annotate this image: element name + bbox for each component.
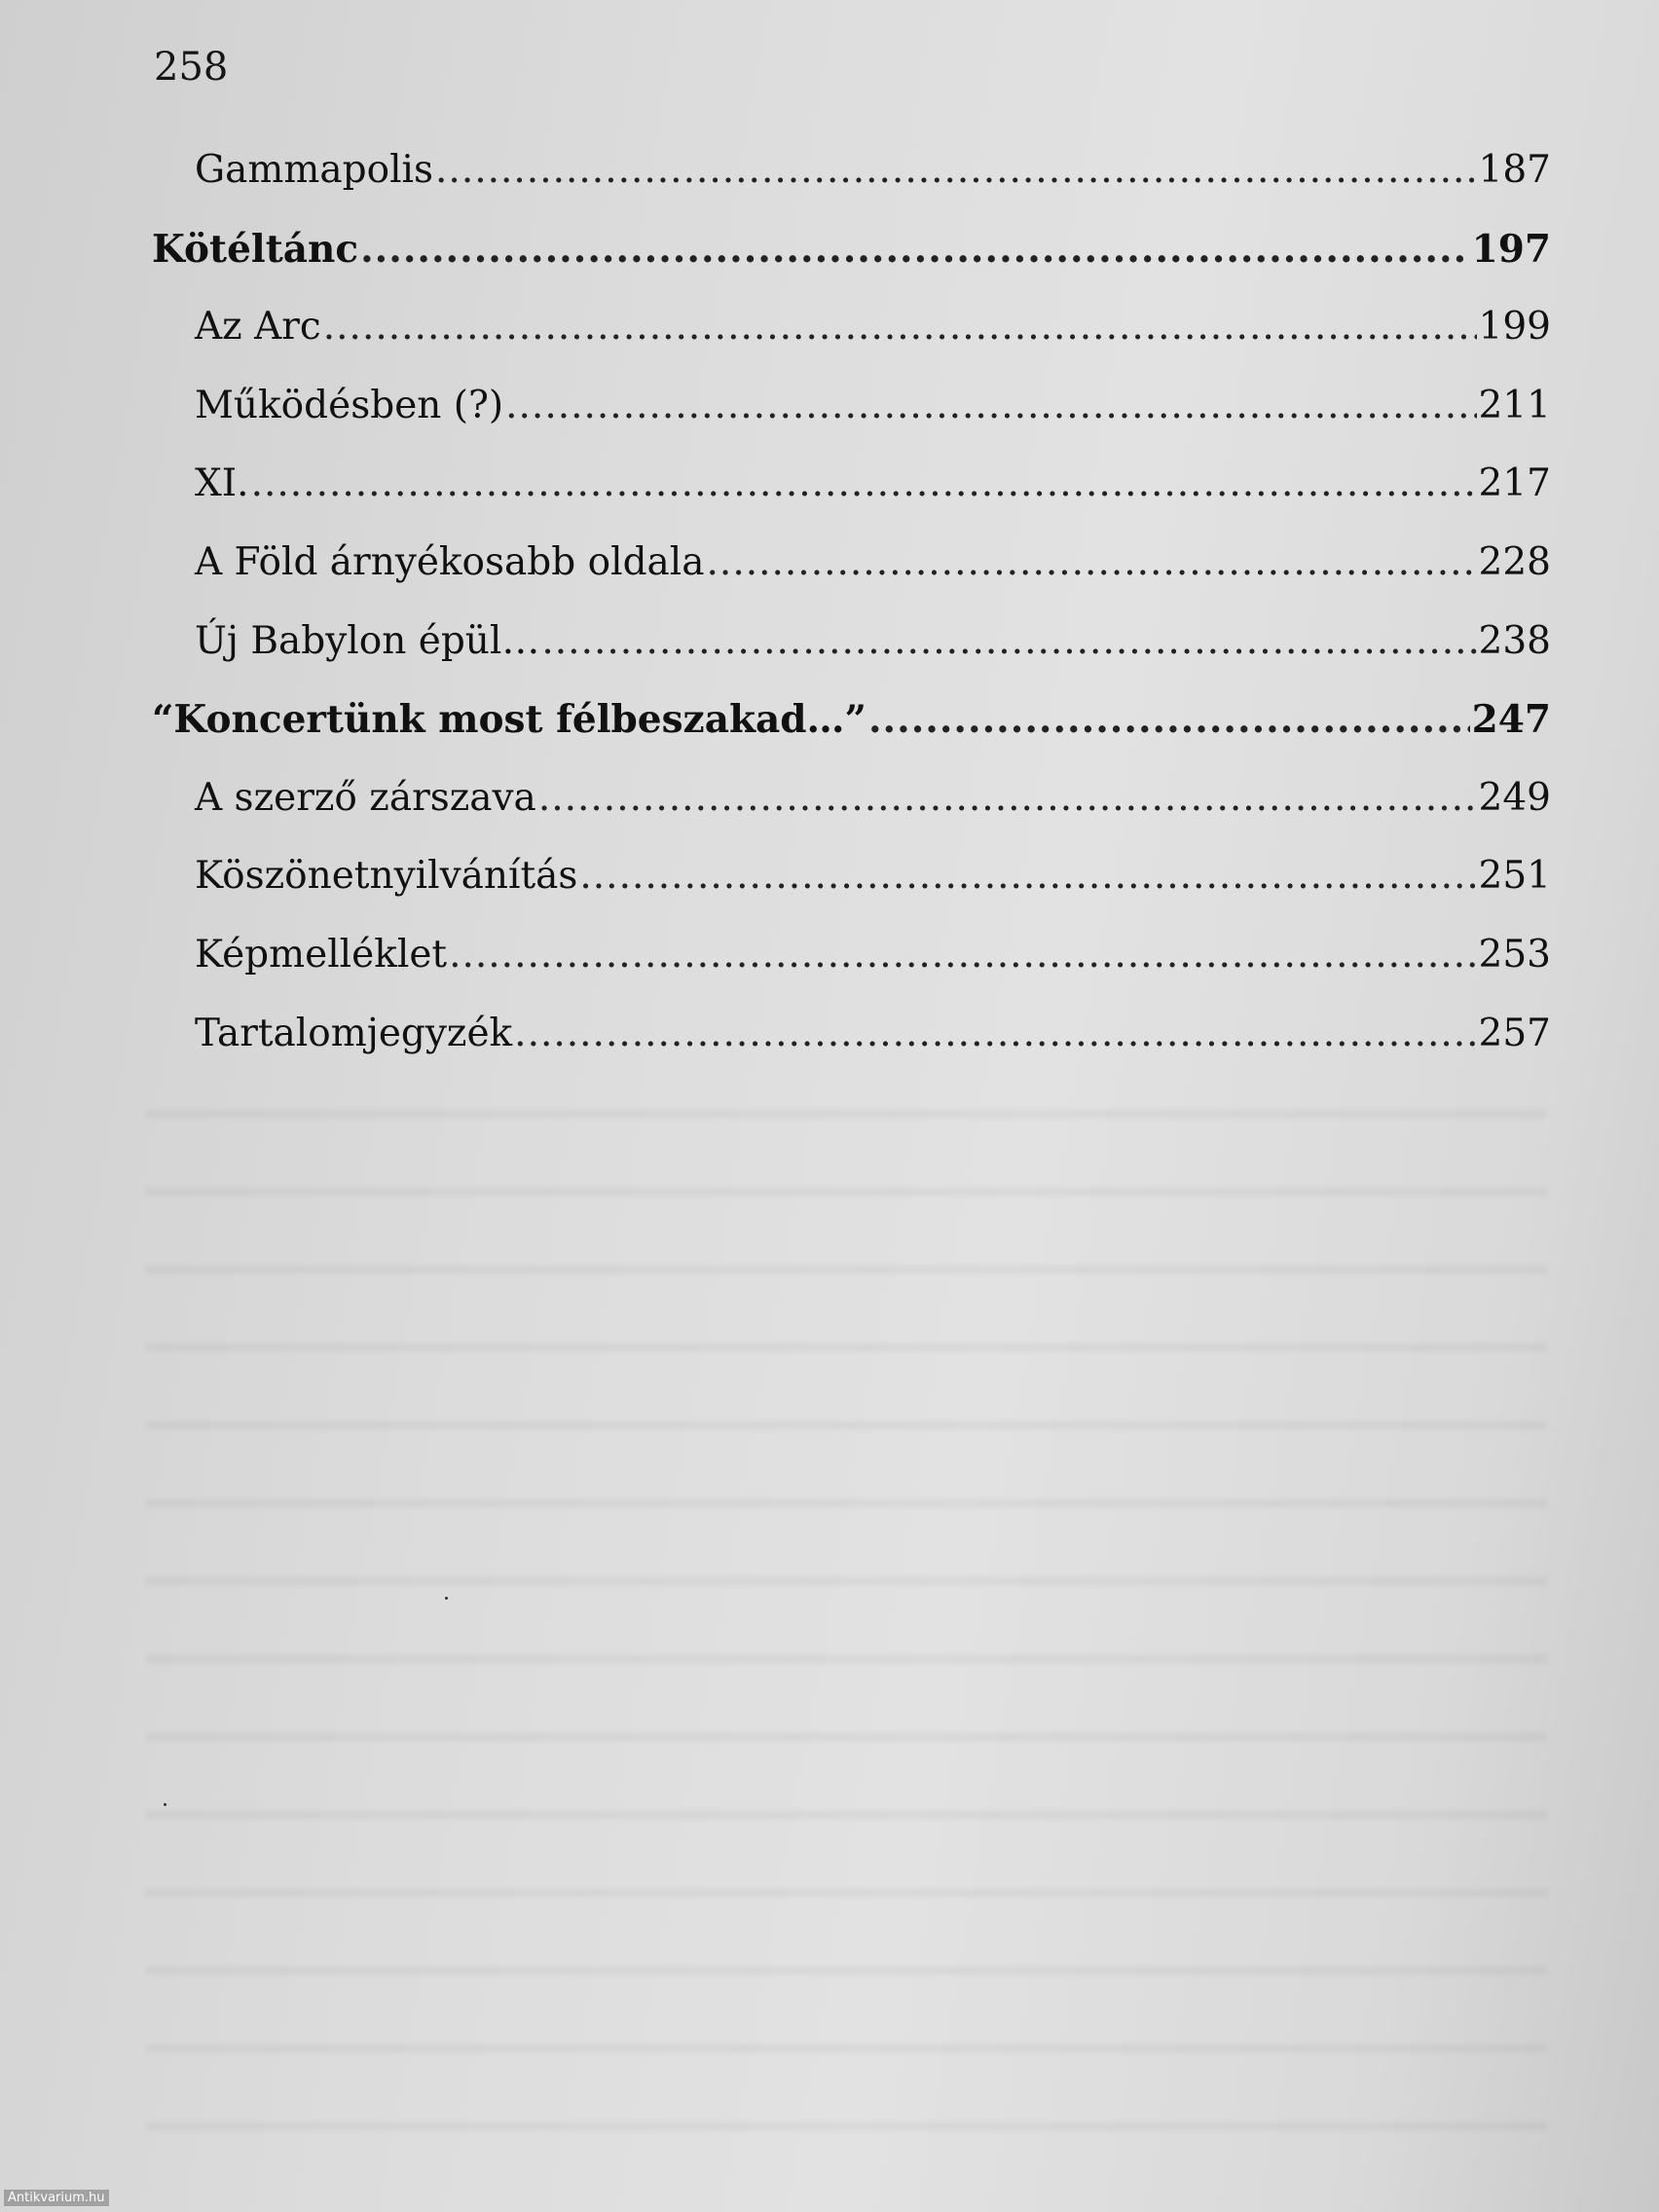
toc-entry: [152, 461, 1551, 540]
toc-dot-leader: [868, 697, 1470, 742]
watermark: Antikvarium.hu: [4, 2190, 109, 2206]
toc-entry-title: Működésben (?): [195, 383, 504, 427]
toc-dot-leader: [251, 461, 1477, 505]
toc-entry: [152, 854, 1551, 933]
toc-entry-page: 247: [1471, 697, 1551, 743]
toc-entry-page: 217: [1478, 461, 1551, 506]
toc-entry-page: 211: [1478, 383, 1551, 427]
toc-entry-page: 187: [1478, 148, 1551, 192]
toc-entry-title: Gammapolis: [195, 148, 434, 192]
toc-dot-leader: [435, 148, 1477, 192]
toc-entry-page: 251: [1478, 854, 1551, 899]
toc-entry-title: Kötéltánc: [152, 226, 359, 272]
toc-entry-title: Új Babylon épül…: [195, 618, 540, 663]
toc-entry: [152, 227, 1551, 306]
bleed-through-texture: [146, 1051, 1548, 2161]
toc-dot-leader: [505, 384, 1476, 427]
toc-entry-title: Képmelléklet: [195, 932, 448, 977]
toc-entry: [152, 776, 1551, 855]
toc-entry-title: “Koncertünk most félbeszakad…”: [152, 697, 866, 743]
toc-entry-page: 238: [1478, 618, 1551, 663]
toc-entry: [152, 1012, 1551, 1090]
toc-entry-title: Az Arc: [195, 305, 321, 350]
toc-entry-page: 197: [1471, 226, 1551, 272]
toc-dot-leader: [538, 776, 1477, 820]
toc-entry-title: Tartalomjegyzék: [195, 1011, 513, 1055]
toc-entry: [152, 697, 1551, 776]
toc-dot-leader: [707, 540, 1477, 584]
toc-entry-page: 253: [1478, 932, 1551, 977]
toc-entry: [152, 148, 1551, 227]
toc-entry-title: A Föld árnyékosabb oldala: [195, 539, 705, 584]
toc-dot-leader: [541, 619, 1476, 663]
page-number: 258: [154, 45, 229, 90]
toc-dot-leader: [449, 933, 1476, 977]
toc-dot-leader: [514, 1012, 1476, 1055]
toc-entry-title: A szerző zárszava: [195, 775, 536, 820]
toc-entry-page: 228: [1478, 539, 1551, 584]
toc-entry: [152, 305, 1551, 384]
toc-entry-title: Köszönetnyilvánítás: [195, 854, 578, 899]
toc-entry-page: 249: [1478, 775, 1551, 820]
toc-dot-leader: [579, 854, 1476, 898]
toc-entry: [152, 933, 1551, 1012]
toc-entry-page: 257: [1478, 1011, 1551, 1055]
speck: [445, 1597, 448, 1600]
toc-entry: [152, 540, 1551, 619]
speck: [164, 1803, 166, 1806]
table-of-contents: [152, 148, 1551, 1089]
toc-dot-leader: [360, 227, 1469, 272]
toc-entry-page: 199: [1478, 305, 1551, 350]
toc-entry: [152, 384, 1551, 462]
toc-entry: [152, 619, 1551, 698]
toc-dot-leader: [323, 305, 1477, 349]
toc-entry-title: XI.: [195, 461, 249, 506]
